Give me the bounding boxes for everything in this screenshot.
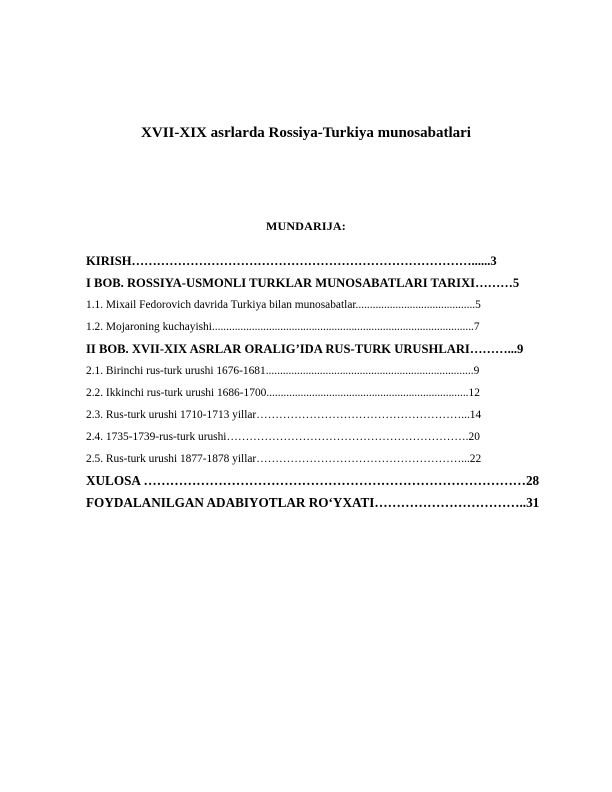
- document-title: XVII-XIX asrlarda Rossiya-Turkiya munosabatlari: [141, 125, 471, 141]
- toc-entry-section-2-3[interactable]: 2.3. Rus-turk urushi 1710-1713 yillar………………………………………………...14: [86, 409, 482, 421]
- toc-entry-chapter-1[interactable]: I BOB. ROSSIYA-USMONLI TURKLAR MUNOSABATLARI TARIXI………5: [86, 276, 520, 290]
- toc-entry-chapter-2[interactable]: II BOB. XVII-XIX ASRLAR ORALIG’IDA RUS-TURK URUSHLARI………...9: [86, 342, 524, 356]
- toc-entry-section-2-5[interactable]: 2.5. Rus-turk urushi 1877-1878 yillar………………………………………………...22: [86, 453, 482, 465]
- toc-entry-section-1-1[interactable]: 1.1. Mixail Fedorovich davrida Turkiya bilan munosabatlar..........................................5: [86, 299, 481, 311]
- table-of-contents: [86, 253, 572, 517]
- toc-entry-section-1-2[interactable]: 1.2. Mojaroning kuchayishi............................................................................................7: [86, 321, 480, 333]
- toc-entry-kirish[interactable]: KIRISH………………………………………………………………………......3: [86, 254, 497, 268]
- toc-entry-bibliography[interactable]: FOYDALANILGAN ADABIYOTLAR RO‘YXATI……………………………..31: [86, 495, 540, 510]
- toc-entry-section-2-2[interactable]: 2.2. Ikkinchi rus-turk urushi 1686-1700.......................................................................12: [86, 387, 480, 399]
- toc-entry-section-2-1[interactable]: 2.1. Birinchi rus-turk urushi 1676-1681.........................................................................9: [86, 365, 480, 377]
- toc-entry-xulosa[interactable]: XULOSA ……………………………………………………………………………28: [86, 473, 540, 488]
- toc-heading: MUNDARIJA:: [266, 219, 346, 233]
- toc-entry-section-2-4[interactable]: 2.4. 1735-1739-rus-turk urushi……………………………………………………….20: [86, 431, 480, 443]
